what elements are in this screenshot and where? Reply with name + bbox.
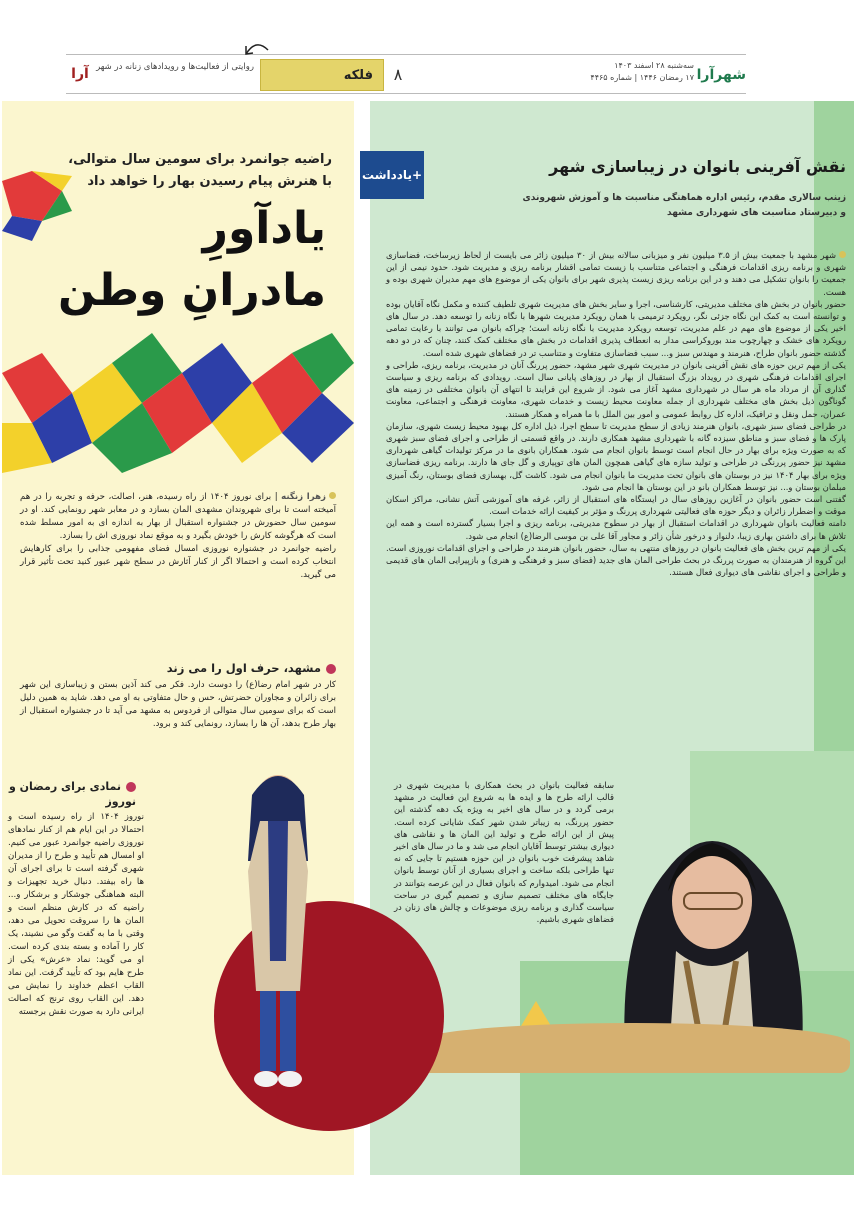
feature-column xyxy=(2,101,354,1175)
paragraph: گفتنی است حضور بانوان در آغازین روزهای سال در ایستگاه های استقبال از زائر، غرفه های آموزشی آتش نشانی، مراکز اسکان موقت و اضطرار زائران و دیگر حوزه های فعالیتی شهرداری پررنگ و مؤثر بر کیفیت ارائه خدمات است. xyxy=(386,494,846,517)
article-body xyxy=(386,249,846,578)
paragraph: دامنه فعالیت بانوان شهرداری در اقدامات استقبال از بهار در سطوح مدیریتی، برنامه ریزی و اجرا بسیار گسترده است و همه این تلاش ها برای داشتن بهاری زیبا، دلنواز و درخور شأن زائر و مجاور آقا علی بن موسی الرضا(ع) انجام می شود. xyxy=(386,518,846,541)
subheading-mashhad: مشهد، حرف اول را می زند xyxy=(20,661,336,675)
article-lead: زهرا زنگنه | برای نوروز ۱۴۰۴ از راه رسیده، هنر، اصالت، حرفه و تجربه را در هم آمیخته است تا برای شهروندان مشهدی المان بسازد و در معابر شهر رونمایی کند. او در سومین سال حضورش در جشنواره استقبال از بهار به اندازه ای به امور مسلط شده است که هرگوشه کارش را خودش بگیرد و به موقع نماد نوروزی اش را بسازد. راضیه جوانمرد در جشنواره نوروزی امسال فضای مفهومی جذابی را برای کارهایش انتخاب کرده است و احتمالا اگر از کنار آثارش در سطح شهر عبور کنید تحت تأثیر قرار می گیرید. xyxy=(20,492,336,580)
article-title: نقش آفرینی بانوان در زیباسازی شهر xyxy=(549,157,846,176)
bullet-icon xyxy=(126,782,136,792)
paragraph: حضور بانوان در بخش های مختلف مدیریتی، کارشناسی، اجرا و سایر بخش های مدیریت شهری تلطیف کننده و مکمل نگاه آقایان بوده و توانسته است به کمک این نگاه جزئی نگر، رویکرد ترمیمی با همان رویکرد مدیریت شهرها با نگاه زنانه را توسعه دهد. در سال های اخیر یکی از موضوع های مهم در علم مدیریت، توسعه رویکرد مدیریت با نگاه زنانه است؛ چراکه بانوان می توانند با رعایت تمامی رویکرد های خشک و چهارچوب مند بوروکراسی مدار به انعطاف پذیری اقدامات در بخش های مختلف کمک کنند، چنان که در دو دهه گذشته حضور بانوان طراح، هنرمند و مهندس سبز و... سبب فضاسازی متفاوت و متناسب تر در فضاهای شهری شده است. xyxy=(386,298,846,358)
paragraph: کار در شهر امام رضا(ع) را دوست دارد. فکر می کند آذین بستن و زیباسازی این شهر برای زائران و مجاوران حضرتش، حس و حال متفاوتی به او می دهد. شاید به همین دلیل است که برای سومین سال متوالی از فردوس به مشهد می آید تا در جشنواره استقبال از بهار طرح بدهد، آن ها را بسازد، رونمایی کند و برود. xyxy=(20,680,336,729)
byline: زهرا زنگنه xyxy=(281,492,327,502)
bullet-icon xyxy=(839,251,846,258)
headline-line-2: مادرانِ وطن xyxy=(57,265,326,316)
paragraph: در طراحی فضای سبز شهری، بانوان هنرمند زیادی از سطح مدیریت تا سطح اجرا، ذیل اداره کل بهبود محیط زیست شهری، سازمان پارک ها و فضای سبز و مناطق سیزده گانه با شهرداری مشهد همکاری دارند. در واقع قسمتی از طراحی و اجرای فضای سبز شهری که به صورت ویژه برای بهار در حال انجام است توسط بانوان انجام می شود. همکاران بانوی ما در مرکز تولیدات گیاهی شهرداری مشهد نیز حضور پررنگی در طراحی و تولید سازه های گیاهی همچون المان های توپیاری و گل جای ها دارند. برنامه ریزی فضاسازی ویژه برای بهار ۱۴۰۴ نیز در بوستان های بانوان تحت مدیریت ما بانوان انجام می شود. کاشت گل، بهسازی فضای بوستان، رنگ آمیزی مبلمان بوستان و... نیز توسط همکاران بانو در این بوستان ها انجام می شود. xyxy=(386,420,846,492)
author-line-2: و دبیرستاد مناسبت های شهرداری مشهد xyxy=(667,208,846,218)
supplement-logo: آرا xyxy=(71,66,89,82)
artist-photo xyxy=(216,761,346,1101)
origami-mosaic-banner xyxy=(2,333,354,473)
note-badge: +یادداشت xyxy=(360,151,424,199)
kicker-line-1: راضیه جوانمرد برای سومین سال متوالی، xyxy=(68,152,332,167)
kicker-line-2: با هنرش پیام رسیدن بهار را خواهد داد xyxy=(87,174,332,189)
curved-arrow-icon xyxy=(242,40,272,56)
origami-star-decoration xyxy=(2,171,72,241)
author-line-1: زینب سالاری مقدم، رئیس اداره هماهنگی مناسبت ها و آموزش شهروندی xyxy=(522,193,846,203)
date-line-1: سه‌شنبه ۲۸ اسفند ۱۴۰۳ xyxy=(614,61,694,70)
article-closing: سابقه فعالیت بانوان در بحث همکاری با مدیریت شهری در قالب ارائه طرح ها و ایده ها به شروع این فعالیت در مشهد برمی گردد و در سال های اخیر به ویژه یک دهه گذشته این حضور پررنگ، به زیباتر شدن شهر کمک شایانی کرده است. پیش از این ارائه طرح و تولید این المان ها و نقاشی های دیواری بیشتر توسط آقایان انجام می شد و ما در سال های اخیر شاهد پیشرفت خوب بانوان در این حوزه هستیم تا جایی که نه تنها طراحی بلکه ساخت و اجرای بسیاری از آنان توسط بانوان انجام می شود. امیدوارم که بانوان فعال در این عرصه بتوانند در جایگاه های مختلف تصمیم سازی و تصمیم گیری در ساحت سیاست گذاری و برنامه ریزی موضوعات و چالش های زنان در فضاهای شهری باشیم. xyxy=(394,780,614,925)
headline-line-1: یادآورِ xyxy=(202,203,326,254)
paragraph: شهر مشهد با جمعیت بیش از ۳.۵ میلیون نفر و میزبانی سالانه بیش از ۳۰ میلیون زائر می بایست از لحاظ زیرساخت، فضاسازی شهری و برنامه ریزی اقدامات فرهنگی و اجتماعی متناسب با زیست تمامی اقشار برنامه ریزی و مدیریت شود. حدود نیمی از این جمعیت را بانوان تشکیل می دهند و در این برنامه ریزی زیست پذیری شهر برای بانوان یکی از موضوع های مهم مدیران شهری بوده و هست. xyxy=(386,250,846,297)
bullet-icon xyxy=(326,664,336,674)
bullet-icon xyxy=(329,492,336,499)
paragraph: نوروز ۱۴۰۴ از راه رسیده است و احتمالا در این ایام هم از کنار نمادهای نوروزی راضیه جوانمرد عبور می کنیم. او امسال هم تأیید و طرح را از مدیران شهری گرفته است تا برای اجرای آن ها راه بیفتد. دنبال خرید تجهیزات و البته هماهنگی جوشکار و برشکار و... راضیه که در کارش منظم است و المان ها را سروقت تحویل می دهد، وقتی با ما به گفت وگو می نشیند، یک کار را آماده و بسته بندی کرده است. او می گوید: نماد «عرش» یکی از طرح هایم بود که تأیید گرفت. این نماد القاب اعظم خداوند را نمایش می دهد. این القاب روی ترنج که اصالت ایرانی دارد به صورت نقش برجسته xyxy=(8,812,145,1017)
issue-date xyxy=(584,60,694,84)
newspaper-logo[interactable]: شهرآرا xyxy=(696,67,746,83)
paragraph: یکی از مهم ترین حوزه های نقش آفرینی بانوان در مدیریت شهری شهر مشهد، حضور پررنگ آنان در مدیریت، برنامه ریزی، طراحی و اجرای اقدامات فرهنگی شهری در رویداد بزرگ استقبال از بهار در روزهای پایانی سال است. رویدادی که برنامه ریزی و سیاست گذاری آن از مرداد ماه هر سال در شهرداری مشهد آغاز می شود. از شروع این فرایند تا انتهای آن بانوان مختلفی در زمینه های گوناگون ذیل بخش های مختلف شهرداری از جمله معاونت محیط زیست و خدمات شهری، معاونت فرهنگی و اجتماعی، معاونت عمران، حمل ونقل و ترافیک، اداره کل روابط عمومی و امور بین الملل با ما همراه و همکار هستند. xyxy=(386,359,846,419)
paragraph: یکی از مهم ترین بخش های فعالیت بانوان در روزهای منتهی به سال، حضور بانوان هنرمند در طراحی و اجرای اقدامات نوروزی است. این گروه از هنرمندان به صورت پررنگ در بحث طراحی المان های جدید (فضای سبز و فرهنگی و هنری) و بازپیرایی المان های قدیمی و طراحی و اجرای نقاشی های دیواری فعال هستند. xyxy=(386,542,846,578)
page-header xyxy=(66,40,746,96)
subheading-symbol: نمادی برای رمضان و نوروز xyxy=(8,780,136,808)
desk-surface xyxy=(414,1023,850,1073)
section-tagline: روایتی از فعالیت‌ها و رویدادهای زنانه در شهر xyxy=(96,62,254,72)
author-credit xyxy=(506,191,846,221)
date-line-2: ۱۷ رمضان ۱۴۴۶ | شماره ۴۴۶۵ xyxy=(590,73,694,82)
page-number: ۸ xyxy=(393,65,403,84)
section-label[interactable]: فلکه xyxy=(260,59,384,91)
lead-paragraph-2: راضیه جوانمرد در جشنواره نوروزی امسال فضای مفهومی جذابی را برای کارهایش انتخاب کرده است و احتمالا اگر از کنار آثارش در سطح شهر عبور کنید تحت تأثیر قرار می گیرید. xyxy=(20,544,336,580)
